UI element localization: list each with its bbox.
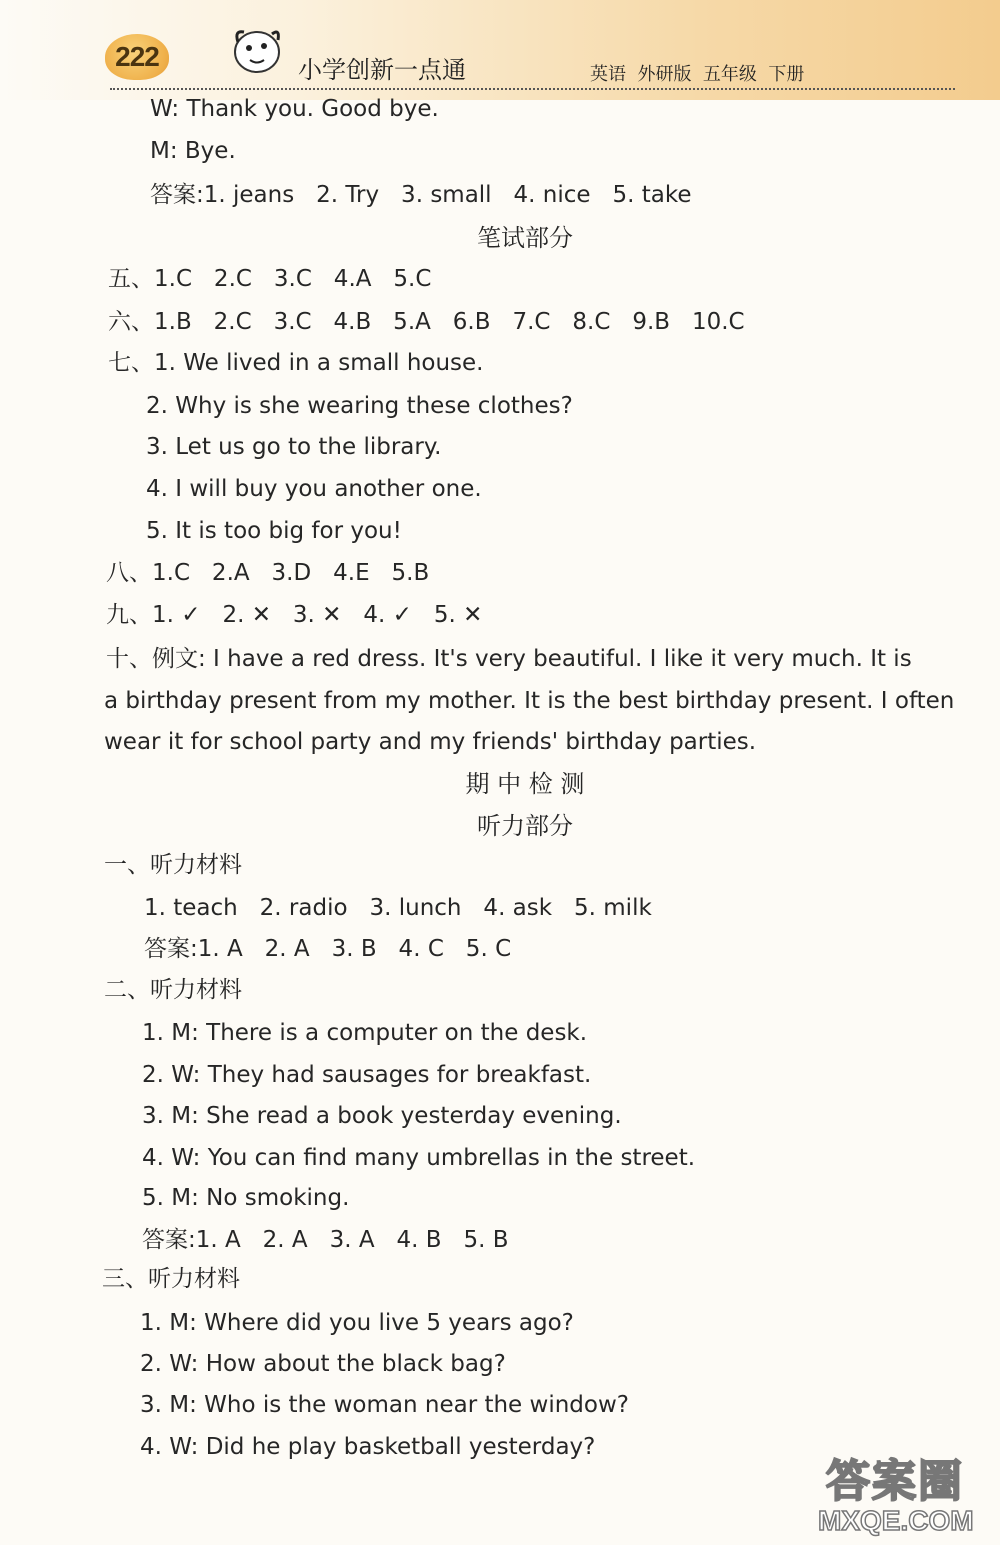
essay-line: 十、例文: I have a red dress. It's very beautiful. I like it very much. It is [106, 646, 912, 672]
answer-line: 答案:1. jeans 2. Try 3. small 4. nice 5. take [150, 182, 692, 208]
answer-line: 5. It is too big for you! [146, 518, 402, 544]
listening-line: 2. W: They had sausages for breakfast. [142, 1062, 592, 1088]
answer-line: 八、1.C 2.A 3.D 4.E 5.B [106, 560, 430, 586]
dialogue-line: W: Thank you. Good bye. [150, 96, 439, 122]
answer-line: 答案:1. A 2. A 3. A 4. B 5. B [142, 1227, 509, 1253]
section-heading-midterm: 期 中 检 测 [465, 770, 585, 798]
book-title: 小学创新一点通 [298, 56, 466, 84]
listening-line: 5. M: No smoking. [142, 1185, 350, 1211]
mascot-icon [228, 22, 286, 78]
question-heading: 一、听力材料 [104, 852, 242, 878]
section-heading-written: 笔试部分 [477, 224, 573, 252]
book-meta: 英语 外研版 五年级 下册 [590, 64, 805, 85]
answer-line: 七、1. We lived in a small house. [108, 350, 484, 376]
listening-line: 1. M: There is a computer on the desk. [142, 1020, 588, 1046]
question-heading: 三、听力材料 [102, 1266, 240, 1292]
listening-line: 3. M: Who is the woman near the window? [140, 1392, 629, 1418]
answer-line: 六、1.B 2.C 3.C 4.B 5.A 6.B 7.C 8.C 9.B 10.C [108, 309, 745, 335]
question-heading: 二、听力材料 [104, 977, 242, 1003]
essay-line: wear it for school party and my friends' birthday parties. [104, 729, 757, 755]
watermark-site-text: MXQE.COM [818, 1505, 974, 1536]
answer-line: 4. I will buy you another one. [146, 476, 482, 502]
essay-line: a birthday present from my mother. It is the best birthday present. I often [104, 688, 955, 714]
answer-line: 3. Let us go to the library. [146, 434, 442, 460]
listening-line: 3. M: She read a book yesterday evening. [142, 1103, 622, 1129]
watermark-logo-text: 答案圈 [826, 1456, 964, 1507]
answer-line: 五、1.C 2.C 3.C 4.A 5.C [108, 266, 432, 292]
answer-line: 2. Why is she wearing these clothes? [146, 393, 573, 419]
page-number: 222 [105, 34, 169, 80]
header-divider [110, 88, 955, 90]
listening-line: 1. M: Where did you live 5 years ago? [140, 1310, 574, 1336]
answer-line: 答案:1. A 2. A 3. B 4. C 5. C [144, 936, 512, 962]
section-heading-listening: 听力部分 [477, 812, 573, 840]
listening-line: 4. W: Did he play basketball yesterday? [140, 1434, 596, 1460]
watermark [818, 1445, 993, 1540]
answer-line: 九、1. ✓ 2. ✕ 3. ✕ 4. ✓ 5. ✕ [106, 602, 483, 628]
listening-line: 4. W: You can find many umbrellas in the street. [142, 1145, 696, 1171]
listening-line: 1. teach 2. radio 3. lunch 4. ask 5. milk [144, 895, 652, 921]
listening-line: 2. W: How about the black bag? [140, 1351, 506, 1377]
dialogue-line: M: Bye. [150, 138, 236, 164]
